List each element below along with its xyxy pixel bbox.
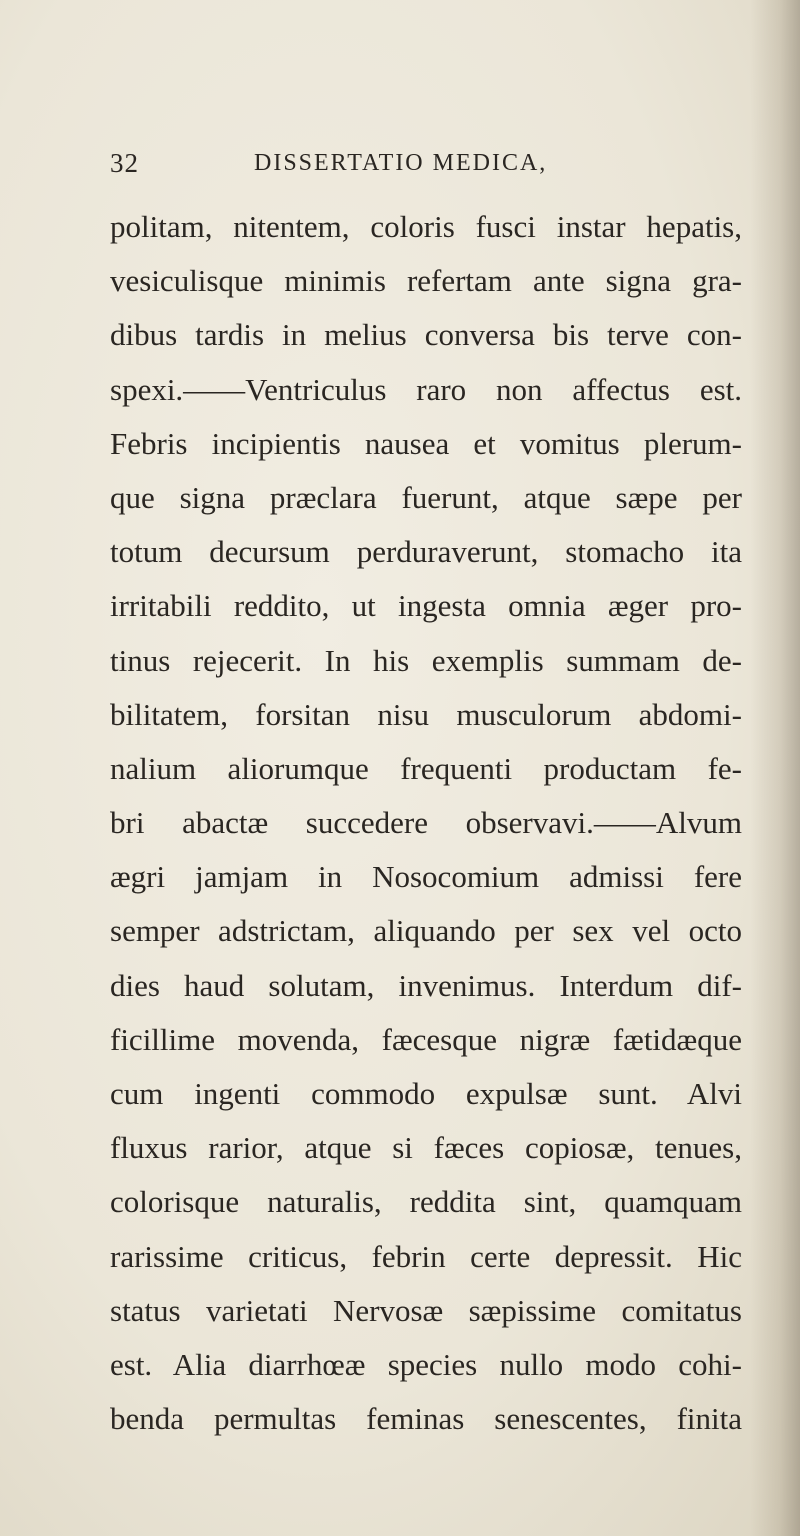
page-number: 32	[110, 148, 139, 178]
text-line: ficillime movenda, fæcesque nigræ fætidæque	[110, 1021, 742, 1057]
text-line: tinus rejecerit. In his exemplis summam de-	[110, 642, 742, 678]
text-line: spexi.——Ventriculus raro non affectus est.	[110, 371, 742, 407]
text-line: vesiculisque minimis refertam ante signa gra-	[110, 263, 742, 299]
text-line: irritabili reddito, ut ingesta omnia æger pro-	[110, 588, 742, 624]
running-head: DISSERTATIO MEDICA,	[254, 150, 548, 176]
text-line: bri abactæ succedere observavi.——Alvum	[110, 805, 742, 841]
text-line: status varietati Nervosæ sæpissime comitatus	[110, 1292, 742, 1328]
text-line: colorisque naturalis, reddita sint, quamquam	[110, 1184, 742, 1220]
text-line: ægri jamjam in Nosocomium admissi fere	[110, 859, 742, 895]
page-edge-shadow	[750, 0, 800, 1536]
text-line: totum decursum perduraverunt, stomacho ita	[110, 534, 742, 570]
text-line: dies haud solutam, invenimus. Interdum dif-	[110, 967, 742, 1003]
text-line: politam, nitentem, coloris fusci instar hepatis,	[110, 209, 742, 244]
text-line: dibus tardis in melius conversa bis terve con-	[110, 317, 742, 353]
text-line: fluxus rarior, atque si fæces copiosæ, tenues,	[110, 1130, 742, 1166]
text-line: semper adstrictam, aliquando per sex vel octo	[110, 913, 742, 949]
text-line: cum ingenti commodo expulsæ sunt. Alvi	[110, 1076, 742, 1111]
text-line: bilitatem, forsitan nisu musculorum abdomi-	[110, 696, 742, 732]
text-line: benda permultas feminas senescentes, finita	[110, 1401, 742, 1437]
page-header	[110, 148, 710, 188]
text-line: nalium aliorumque frequenti productam fe-	[110, 750, 742, 786]
body-text	[110, 200, 742, 1446]
text-line: est. Alia diarrhœæ species nullo modo cohi-	[110, 1346, 742, 1382]
text-line: Febris incipientis nausea et vomitus plerum-	[110, 425, 742, 461]
text-line: rarissime criticus, febrin certe depressit. Hic	[110, 1238, 742, 1274]
text-line: que signa præclara fuerunt, atque sæpe per	[110, 479, 742, 515]
